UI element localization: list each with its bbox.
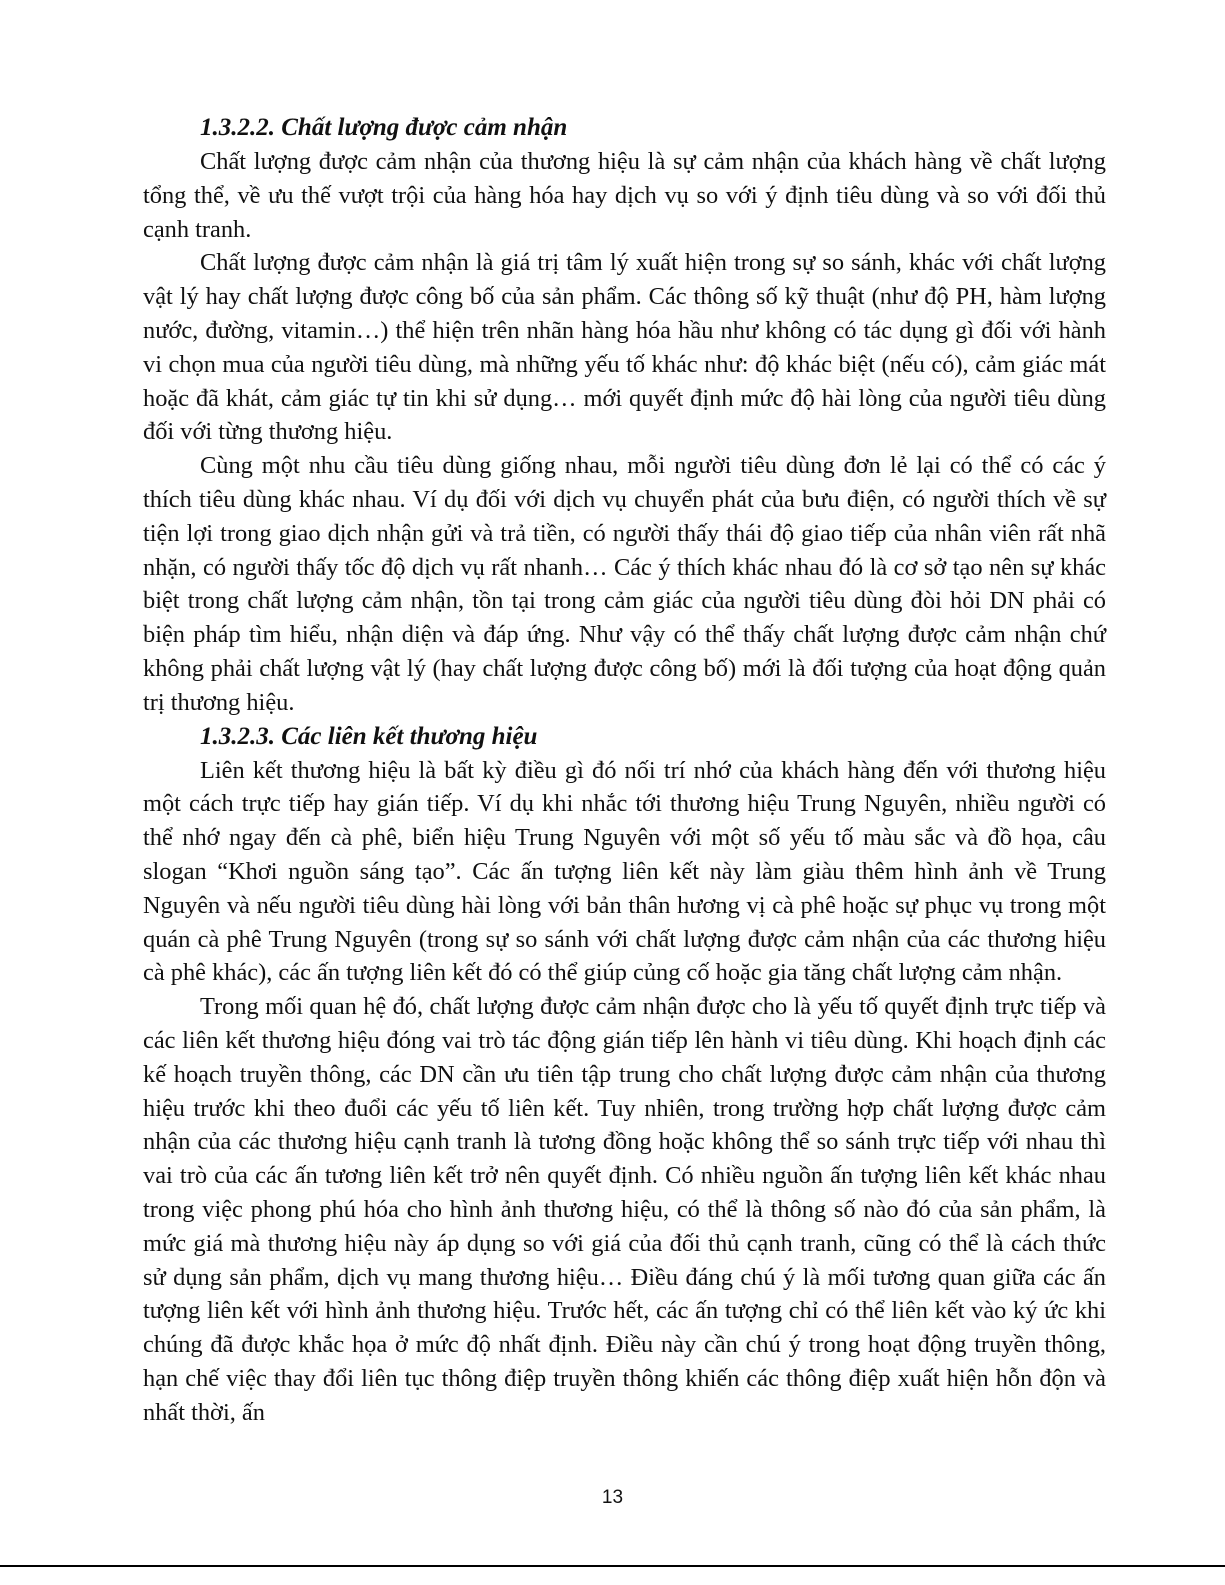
paragraph-quality-psychology: Chất lượng được cảm nhận là giá trị tâm lý xuất hiện trong sự so sánh, khác với chất lượng vật lý hay chất lượng được công bố của sản phẩm. Các thông số kỹ thuật (như độ PH, hàm lượng nước, đường, vitamin…) thể hiện trên nhãn hàng hóa hầu như không có tác dụng gì đối với hành vi chọn mua của người tiêu dùng, mà những yếu tố khác như: độ khác biệt (nếu có), cảm giác mát hoặc đã khát, cảm giác tự tin khi sử dụng… mới quyết định mức độ hài lòng của người tiêu dùng đối với từng thương hiệu. xyxy=(143,249,1106,446)
paragraph-quality-preferences: Cùng một nhu cầu tiêu dùng giống nhau, mỗi người tiêu dùng đơn lẻ lại có thể có các ý thích tiêu dùng khác nhau. Ví dụ đối với dịch vụ chuyển phát của bưu điện, có người thích về sự tiện lợi trong giao dịch nhận gửi và trả tiền, có người thấy thái độ giao tiếp của nhân viên rất nhã nhặn, có người thấy tốc độ dịch vụ rất nhanh… Các ý thích khác nhau đó là cơ sở tạo nên sự khác biệt trong chất lượng cảm nhận, tồn tại trong cảm giác của người tiêu dùng đòi hỏi DN phải có biện pháp tìm hiểu, nhận diện và đáp ứng. Như vậy có thể thấy chất lượng được cảm nhận chứ không phải chất lượng vật lý (hay chất lượng được công bố) mới là đối tượng của hoạt động quản trị thương hiệu. xyxy=(143,452,1106,716)
bottom-divider xyxy=(0,1565,1225,1567)
document-body xyxy=(143,111,1106,1429)
paragraph-associations-definition: Liên kết thương hiệu là bất kỳ điều gì đó nối trí nhớ của khách hàng đến với thương hiệu một cách trực tiếp hay gián tiếp. Ví dụ khi nhắc tới thương hiệu Trung Nguyên, nhiều người có thể nhớ ngay đến cà phê, biển hiệu Trung Nguyên với một số yếu tố màu sắc và đồ họa, câu slogan “Khơi nguồn sáng tạo”. Các ấn tượng liên kết này làm giàu thêm hình ảnh về Trung Nguyên và nếu người tiêu dùng hài lòng với bản thân hương vị cà phê hoặc sự phục vụ trong một quán cà phê Trung Nguyên (trong sự so sánh với chất lượng được cảm nhận của các thương hiệu cà phê khác), các ấn tượng liên kết đó có thể giúp củng cố hoặc gia tăng chất lượng cảm nhận. xyxy=(143,756,1106,987)
section-heading-quality: 1.3.2.2. Chất lượng được cảm nhận xyxy=(200,114,568,141)
page-number: 13 xyxy=(601,1487,624,1508)
section-heading-associations: 1.3.2.3. Các liên kết thương hiệu xyxy=(200,722,538,750)
paragraph-quality-definition: Chất lượng được cảm nhận của thương hiệu là sự cảm nhận của khách hàng về chất lượng tổng thể, về ưu thế vượt trội của hàng hóa hay dịch vụ so với ý định tiêu dùng và so với đối thủ cạnh tranh. xyxy=(143,148,1106,243)
paragraph-associations-relationship: Trong mối quan hệ đó, chất lượng được cảm nhận được cho là yếu tố quyết định trực tiếp và các liên kết thương hiệu đóng vai trò tác động gián tiếp lên hành vi tiêu dùng. Khi hoạch định các kế hoạch truyền thông, các DN cần ưu tiên tập trung cho chất lượng được cảm nhận của thương hiệu trước khi theo đuổi các yếu tố liên kết. Tuy nhiên, trong trường hợp chất lượng được cảm nhận của các thương hiệu cạnh tranh là tương đồng hoặc không thể so sánh trực tiếp với nhau thì vai trò của các ấn tương liên kết trở nên quyết định. Có nhiều nguồn ấn tượng liên kết khác nhau trong việc phong phú hóa cho hình ảnh thương hiệu, có thể là thông số nào đó của sản phẩm, là mức giá mà thương hiệu này áp dụng so với giá của đối thủ cạnh tranh, cũng có thể là cách thức sử dụng sản phẩm, dịch vụ mang thương hiệu… Điều đáng chú ý là mối tương quan giữa các ấn tượng liên kết với hình ảnh thương hiệu. Trước hết, các ấn tượng chỉ có thể liên kết vào ký ức khi chúng đã được khắc họa ở mức độ nhất định. Điều này cần chú ý trong hoạt động truyền thông, hạn chế việc thay đổi liên tục thông điệp truyền thông khiến các thông điệp xuất hiện hỗn độn và nhất thời, ấn xyxy=(143,993,1106,1426)
